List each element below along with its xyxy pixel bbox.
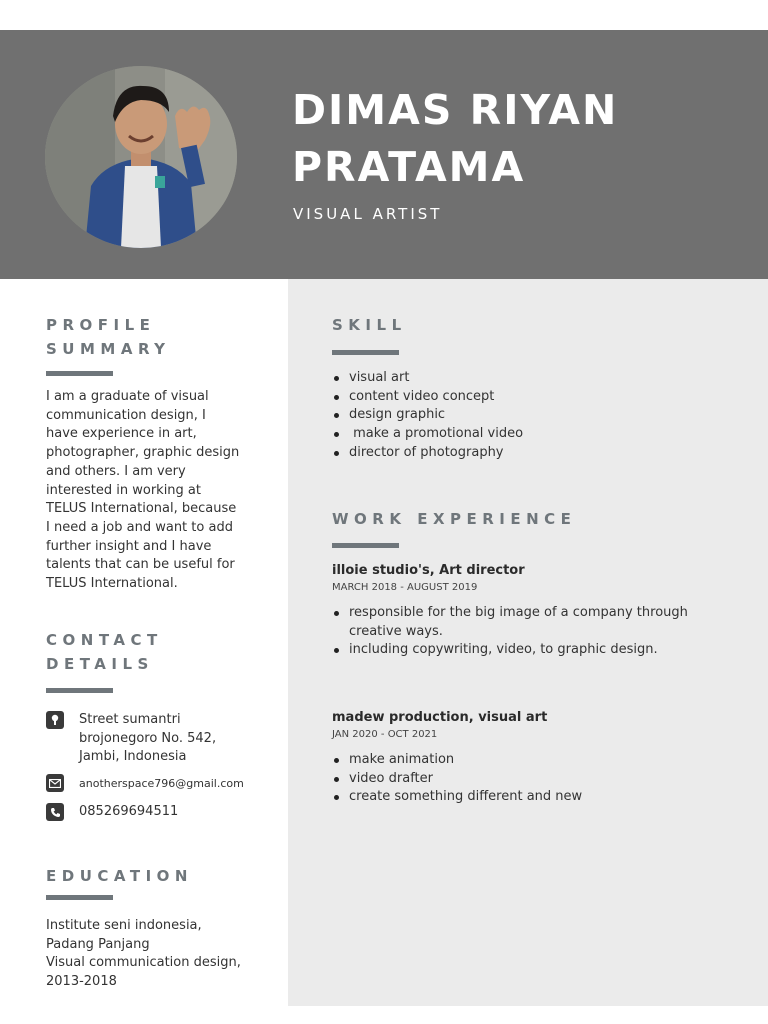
- location-icon: [46, 711, 64, 729]
- education-heading: EDUCATION: [46, 867, 193, 885]
- list-item: including copywriting, video, to graphic design.: [332, 641, 732, 660]
- work-experience-heading: WORK EXPERIENCE: [332, 510, 577, 528]
- person-name: [292, 82, 732, 196]
- heading-line: DETAILS: [46, 655, 154, 673]
- job-date: MARCH 2018 - AUGUST 2019: [332, 582, 478, 593]
- heading-line: CONTACT: [46, 631, 163, 649]
- section-divider: [46, 688, 113, 693]
- job-title: illoie studio's, Art director: [332, 563, 525, 578]
- text-line: communication design, I: [46, 407, 206, 423]
- mail-icon: [46, 774, 64, 792]
- text-line: and others. I am very: [46, 463, 186, 479]
- text-line: talents that can be useful for: [46, 557, 235, 573]
- list-item: director of photography: [332, 444, 732, 463]
- name-line-2: PRATAMA: [292, 143, 526, 191]
- skill-list: [332, 369, 732, 463]
- address-text: [79, 711, 216, 767]
- profile-photo: [45, 66, 237, 248]
- list-item: responsible for the big image of a company through creative ways.: [332, 604, 732, 641]
- text-line: further insight and I have: [46, 538, 212, 554]
- text-line: have experience in art,: [46, 426, 197, 442]
- email-text[interactable]: anotherspace796@gmail.com: [79, 777, 244, 790]
- heading-line: SUMMARY: [46, 340, 171, 358]
- address-line: Jambi, Indonesia: [79, 749, 187, 765]
- section-divider: [46, 371, 113, 376]
- text-line: Padang Panjang: [46, 936, 150, 952]
- profile-summary-heading: [46, 313, 171, 361]
- text-line: Visual communication design,: [46, 955, 241, 971]
- phone-icon: [46, 803, 64, 821]
- list-item: visual art: [332, 369, 732, 388]
- job-subtitle: VISUAL ARTIST: [293, 205, 443, 223]
- job-duties-list: [332, 751, 732, 807]
- section-divider: [332, 350, 399, 355]
- profile-summary-text: [46, 388, 276, 594]
- job-title: madew production, visual art: [332, 710, 548, 725]
- contact-email: [46, 774, 244, 794]
- text-line: interested in working at: [46, 482, 201, 498]
- section-divider: [332, 543, 399, 548]
- list-item: content video concept: [332, 388, 732, 407]
- address-line: brojonegoro No. 542,: [79, 730, 217, 746]
- text-line: TELUS International.: [46, 576, 178, 592]
- contact-phone: [46, 803, 178, 822]
- list-item: make a promotional video: [332, 425, 732, 444]
- heading-line: PROFILE: [46, 316, 156, 334]
- phone-text[interactable]: 085269694511: [79, 804, 179, 819]
- text-line: TELUS International, because: [46, 501, 237, 517]
- name-line-1: DIMAS RIYAN: [292, 86, 619, 134]
- job-duties-list: [332, 604, 732, 660]
- education-text: [46, 917, 276, 992]
- list-item: video drafter: [332, 770, 732, 789]
- list-item: make animation: [332, 751, 732, 770]
- contact-details-heading: [46, 628, 163, 676]
- person-photo-icon: [45, 66, 237, 248]
- list-item: design graphic: [332, 406, 732, 425]
- contact-address: [46, 711, 216, 767]
- skill-heading: SKILL: [332, 316, 407, 334]
- address-line: Street sumantri: [79, 712, 181, 727]
- text-line: 2013-2018: [46, 974, 117, 990]
- text-line: I need a job and want to add: [46, 519, 233, 535]
- text-line: I am a graduate of visual: [46, 389, 209, 404]
- list-item: create something different and new: [332, 788, 732, 807]
- text-line: photographer, graphic design: [46, 445, 240, 461]
- job-date: JAN 2020 - OCT 2021: [332, 729, 438, 740]
- text-line: Institute seni indonesia,: [46, 918, 202, 933]
- section-divider: [46, 895, 113, 900]
